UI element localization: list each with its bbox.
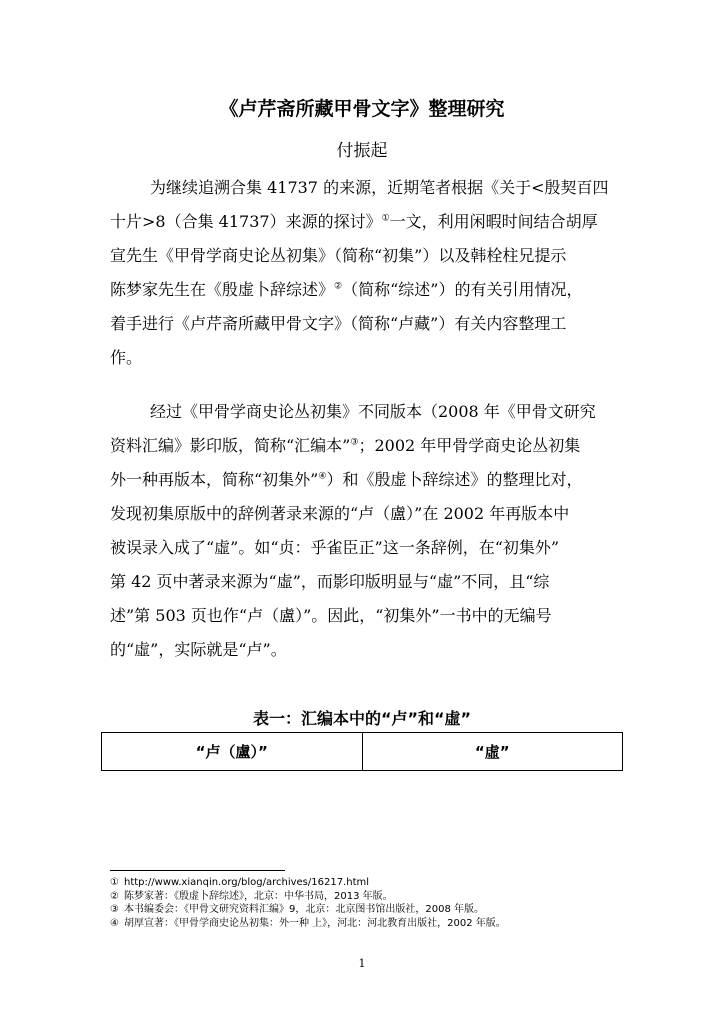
footnotes (110, 876, 506, 930)
table-header-lu: “卢（盧）” (195, 743, 268, 761)
paragraph-2-line-8: 的“虛”，实际就是“卢”。 (110, 640, 287, 659)
paragraph-2-line-5: 被误录入成了“虛”。如“贞：乎雀臣正”这一条辞例，在“初集外” (110, 538, 560, 557)
paragraph-2-line-7: 述”第 503 页也作“卢（盧）”。因此，“初集外”一书中的无编号 (110, 606, 552, 625)
paragraph-1-line-4: 陈梦家先生在《殷虚卜辞综述》②（简称“综述”）的有关引用情况， (110, 280, 583, 299)
footnote-text: 本书编委会：《甲骨文研究资料汇编》9，北京：北京图书馆出版社，2008 年版。 (124, 904, 484, 915)
footnote-link[interactable]: http://www.xianqin.org/blog/archives/16217.html (124, 877, 370, 888)
footnote-4 (110, 917, 506, 931)
paragraph-2-line-6: 第 42 页中著录来源为“虛”，而影印版明显与“虛”不同，且“综 (110, 572, 550, 591)
paragraph-2-line-3: 外一种再版本，简称“初集外”④）和《殷虚卜辞综述》的整理比对， (110, 470, 583, 489)
page-number: 1 (358, 957, 366, 970)
table-caption: 表一：汇编本中的“卢”和“虛” (252, 709, 472, 728)
footnote-mark: ② (110, 890, 119, 902)
author-name: 付振起 (336, 141, 388, 161)
paragraph-1-line-6: 作。 (110, 348, 143, 367)
paragraph-1-line-1: 为继续追溯合集 41737 的来源，近期笔者根据《关于<殷契百四 (150, 178, 609, 197)
footnote-ref-4[interactable]: ④ (318, 471, 327, 482)
paragraph-2-line-1: 经过《甲骨学商史论丛初集》不同版本（2008 年《甲骨文研究 (150, 402, 596, 421)
footnote-ref-3[interactable]: ③ (350, 437, 359, 448)
footnote-3 (110, 903, 506, 917)
table-header-xu: “虛” (362, 733, 623, 770)
footnote-mark: ④ (110, 917, 119, 929)
paragraph-1-line-2: 十片>8（合集 41737）来源的探讨》①一文，利用闲暇时间结合胡厚 (110, 212, 598, 231)
footnote-text: 胡厚宣著：《甲骨学商史论丛初集：外一种 上》，河北：河北教育出版社，2002 年版。 (124, 917, 506, 929)
footnote-text: 陈梦家著：《殷虚卜辞综述》，北京：中华书局，2013 年版。 (124, 890, 393, 902)
footnote-2 (110, 890, 506, 904)
footnote-mark: ③ (110, 904, 119, 915)
document-title: 《卢芹斋所藏甲骨文字》整理研究 (219, 98, 505, 120)
footnote-mark: ① (110, 877, 119, 888)
footnote-ref-1[interactable]: ① (381, 213, 390, 224)
footnote-separator (110, 870, 285, 871)
paragraph-2-line-4: 发现初集原版中的辞例著录来源的“卢（盧）”在 2002 年再版本中 (110, 504, 570, 523)
comparison-table (101, 732, 623, 771)
paragraph-1-line-3: 宣先生《甲骨学商史论丛初集》（简称“初集”）以及韩栓柱兄提示 (110, 246, 567, 265)
footnote-ref-2[interactable]: ② (334, 281, 343, 292)
paragraph-1-line-5: 着手进行《卢芹斋所藏甲骨文字》（简称“卢藏”）有关内容整理工 (110, 314, 567, 333)
paragraph-2-line-2: 资料汇编》影印版，简称“汇编本”③；2002 年甲骨学商史论丛初集 (110, 436, 581, 455)
footnote-1 (110, 876, 506, 890)
